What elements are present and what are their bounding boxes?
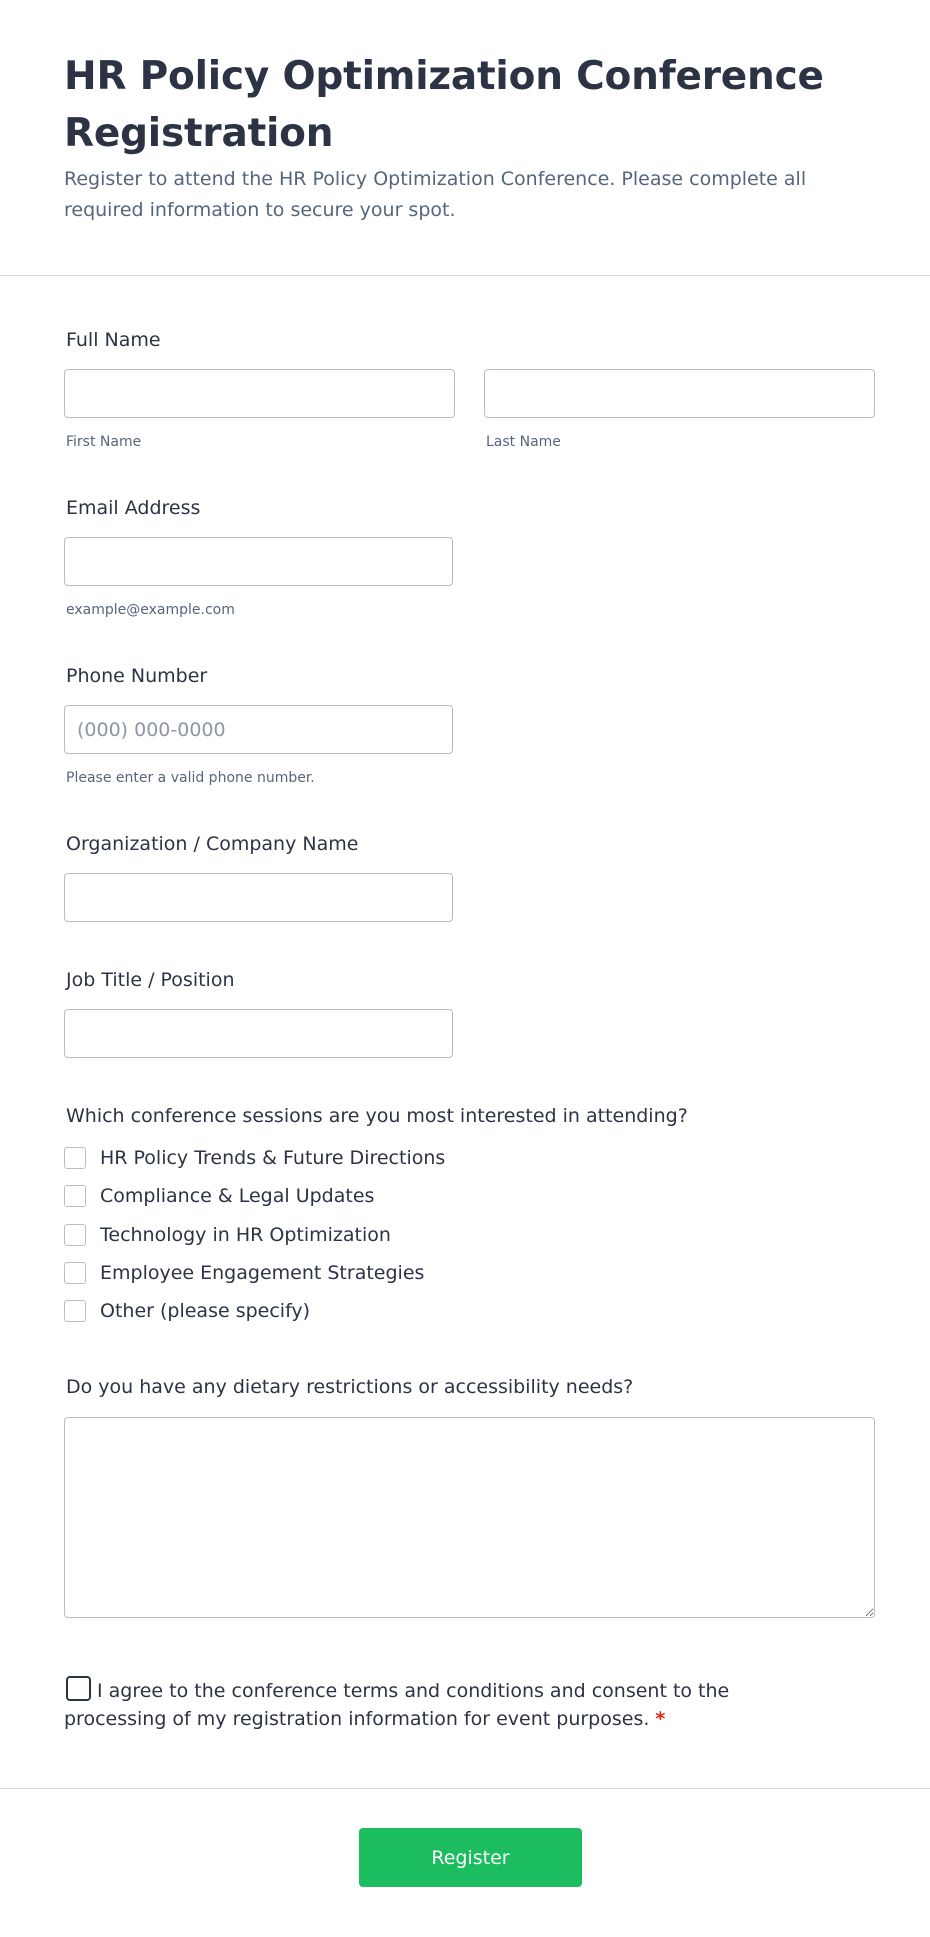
session-option-label: Technology in HR Optimization — [100, 1224, 391, 1246]
checkbox[interactable] — [64, 1185, 86, 1207]
session-option-label: Compliance & Legal Updates — [100, 1185, 375, 1207]
form-title: HR Policy Optimization Conference Registration — [64, 54, 824, 156]
email-label: Email Address — [66, 497, 201, 519]
phone-input[interactable] — [64, 705, 453, 754]
checkbox[interactable] — [64, 1147, 86, 1169]
phone-sublabel: Please enter a valid phone number. — [66, 770, 315, 786]
session-option-compliance[interactable] — [64, 1183, 374, 1209]
job-title-input[interactable] — [64, 1009, 453, 1058]
form-description: Register to attend the HR Policy Optimization Conference. Please complete all required information to secure your spot. — [64, 168, 807, 221]
full-name-label: Full Name — [66, 329, 161, 351]
required-asterisk: * — [655, 1708, 666, 1730]
session-option-technology[interactable] — [64, 1222, 391, 1248]
email-input[interactable] — [64, 537, 453, 586]
checkbox[interactable] — [64, 1224, 86, 1246]
dietary-textarea[interactable] — [64, 1417, 875, 1618]
checkbox[interactable] — [64, 1300, 86, 1322]
last-name-sublabel: Last Name — [486, 434, 561, 450]
phone-label: Phone Number — [66, 665, 208, 687]
form-footer — [0, 1788, 930, 1937]
session-option-label: HR Policy Trends & Future Directions — [100, 1147, 446, 1169]
terms-checkbox[interactable] — [66, 1676, 91, 1701]
email-sublabel: example@example.com — [66, 602, 235, 618]
checkbox[interactable] — [64, 1262, 86, 1284]
register-button[interactable]: Register — [359, 1828, 582, 1887]
first-name-input[interactable] — [64, 369, 455, 418]
organization-label: Organization / Company Name — [66, 833, 359, 855]
session-option-label: Other (please specify) — [100, 1300, 311, 1322]
organization-input[interactable] — [64, 873, 453, 922]
terms-consent[interactable] — [64, 1676, 784, 1733]
session-option-hr-policy-trends[interactable] — [64, 1145, 445, 1171]
dietary-question: Do you have any dietary restrictions or accessibility needs? — [66, 1376, 634, 1398]
form-header — [0, 0, 930, 276]
job-title-label: Job Title / Position — [66, 969, 235, 991]
session-option-label: Employee Engagement Strategies — [100, 1262, 425, 1284]
session-option-other[interactable] — [64, 1298, 310, 1324]
last-name-input[interactable] — [484, 369, 875, 418]
first-name-sublabel: First Name — [66, 434, 142, 450]
session-option-employee-engagement[interactable] — [64, 1260, 424, 1286]
sessions-question: Which conference sessions are you most interested in attending? — [66, 1105, 688, 1127]
terms-text: I agree to the conference terms and conditions and consent to the processing of my registration information for event purposes. — [64, 1680, 730, 1730]
